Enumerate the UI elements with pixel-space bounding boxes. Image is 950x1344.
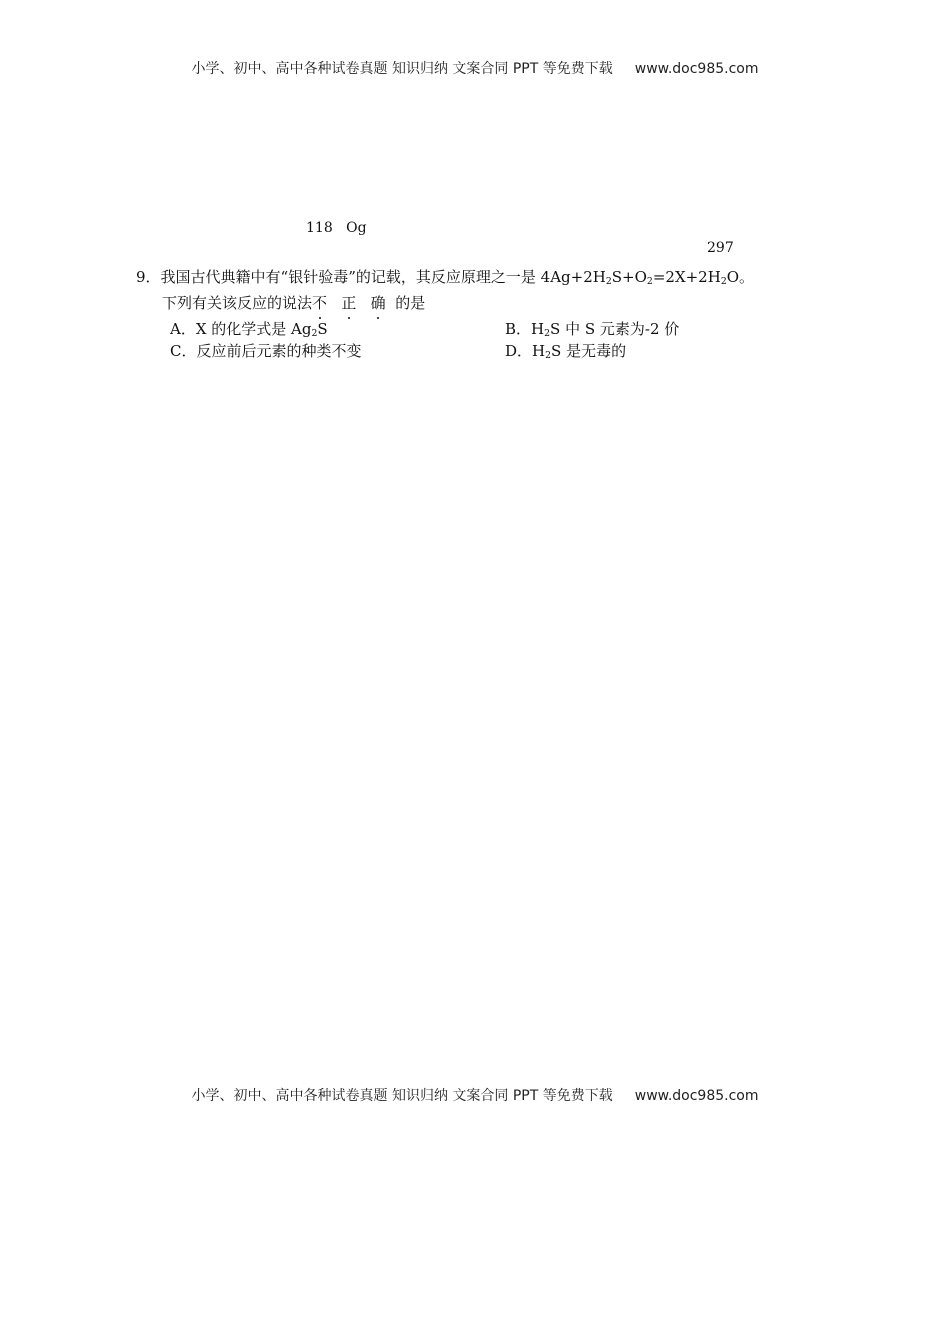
question-9-line2: 下列有关该反应的说法不 正 确 的是 <box>162 294 426 312</box>
question-stem: 我国古代典籍中有“银针验毒”的记载，其反应原理之一是 <box>160 268 541 286</box>
header-site-link[interactable]: www.doc985.com <box>634 61 759 77</box>
element-symbol: Og <box>346 220 367 236</box>
emphasis-char: 正 <box>341 294 357 312</box>
option-b[interactable]: B．$H_2S$ 中 S 元素为-2 价 <box>505 320 680 339</box>
emphasis-char: 不 <box>312 294 328 312</box>
footer-site-link[interactable]: www.doc985.com <box>634 1088 759 1104</box>
emphasis-char: 确 <box>370 294 386 312</box>
option-d[interactable]: D．$H_2S$ 是无毒的 <box>505 342 627 361</box>
element-fragment <box>306 220 367 236</box>
page-footer <box>0 1085 950 1105</box>
page-header <box>0 58 950 78</box>
element-number: 118 <box>306 220 333 236</box>
footer-text: 小学、初中、高中各种试卷真题 知识归纳 文案合同 PPT 等免费下载 <box>191 1088 613 1104</box>
option-c[interactable]: C．反应前后元素的种类不变 <box>170 342 362 360</box>
mass-number: 297 <box>707 240 734 256</box>
reaction-equation: $4Ag+2H_2S+O_2=2X+2H_2O$。 <box>540 268 755 287</box>
header-text: 小学、初中、高中各种试卷真题 知识归纳 文案合同 PPT 等免费下载 <box>191 61 613 77</box>
option-a[interactable]: A．X 的化学式是 $Ag_2S$ <box>170 320 328 339</box>
question-9-line1 <box>136 266 754 287</box>
question-number: 9． <box>136 268 161 286</box>
